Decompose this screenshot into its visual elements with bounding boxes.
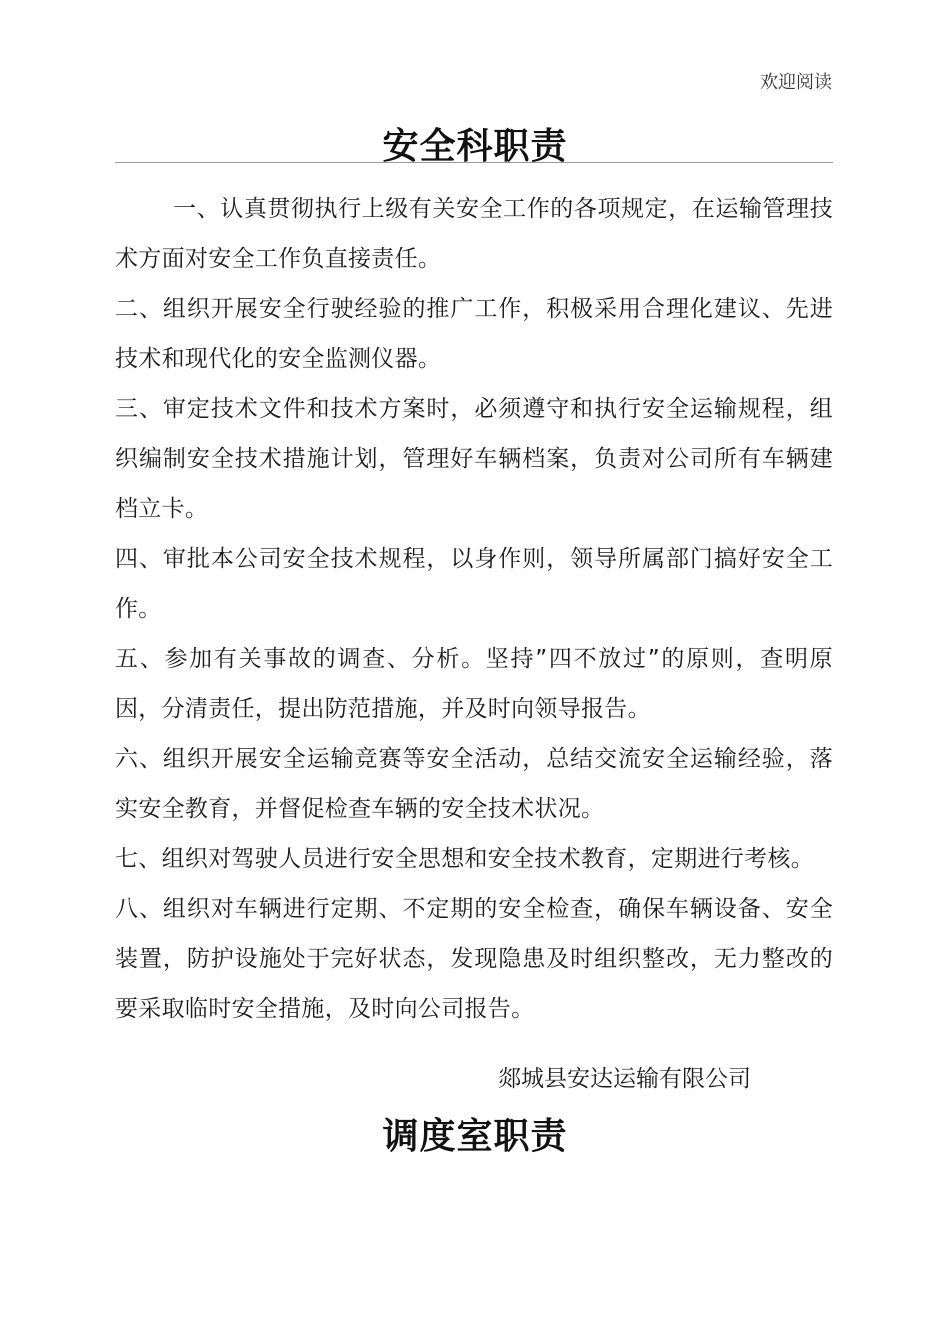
duty-item-5: 五、参加有关事故的调查、分析。坚持”四不放过”的原则，查明原因，分清责任，提出防范措施，并及时向领导报告。 bbox=[115, 646, 833, 722]
duty-list bbox=[115, 184, 833, 1034]
title-divider bbox=[115, 162, 833, 163]
section-title: 调度室职责 bbox=[382, 1116, 568, 1157]
header-note: 欢迎阅读 bbox=[760, 72, 832, 93]
duty-item-2: 二、组织开展安全行驶经验的推广工作，积极采用合理化建议、先进技术和现代化的安全监测仪器。 bbox=[115, 296, 833, 372]
duty-item-4: 四、审批本公司安全技术规程，以身作则，领导所属部门搞好安全工作。 bbox=[115, 546, 833, 622]
duty-item-3: 三、审定技术文件和技术方案时，必须遵守和执行安全运输规程，组织编制安全技术措施计划，管理好车辆档案，负责对公司所有车辆建档立卡。 bbox=[115, 396, 833, 522]
company-signature: 郯城县安达运输有限公司 bbox=[498, 1066, 751, 1092]
page-title: 安全科职责 bbox=[382, 126, 568, 167]
duty-item-7: 七、组织对驾驶人员进行安全思想和安全技术教育，定期进行考核。 bbox=[115, 846, 814, 872]
duty-item-8: 八、组织对车辆进行定期、不定期的安全检查，确保车辆设备、安全装置，防护设施处于完好状态，发现隐患及时组织整改，无力整改的要采取临时安全措施，及时向公司报告。 bbox=[115, 896, 833, 1022]
duty-item-6: 六、组织开展安全运输竞赛等安全活动，总结交流安全运输经验，落实安全教育，并督促检查车辆的安全技术状况。 bbox=[115, 746, 833, 822]
duty-item-1: 一、认真贯彻执行上级有关安全工作的各项规定，在运输管理技术方面对安全工作负直接责任。 bbox=[115, 196, 833, 272]
